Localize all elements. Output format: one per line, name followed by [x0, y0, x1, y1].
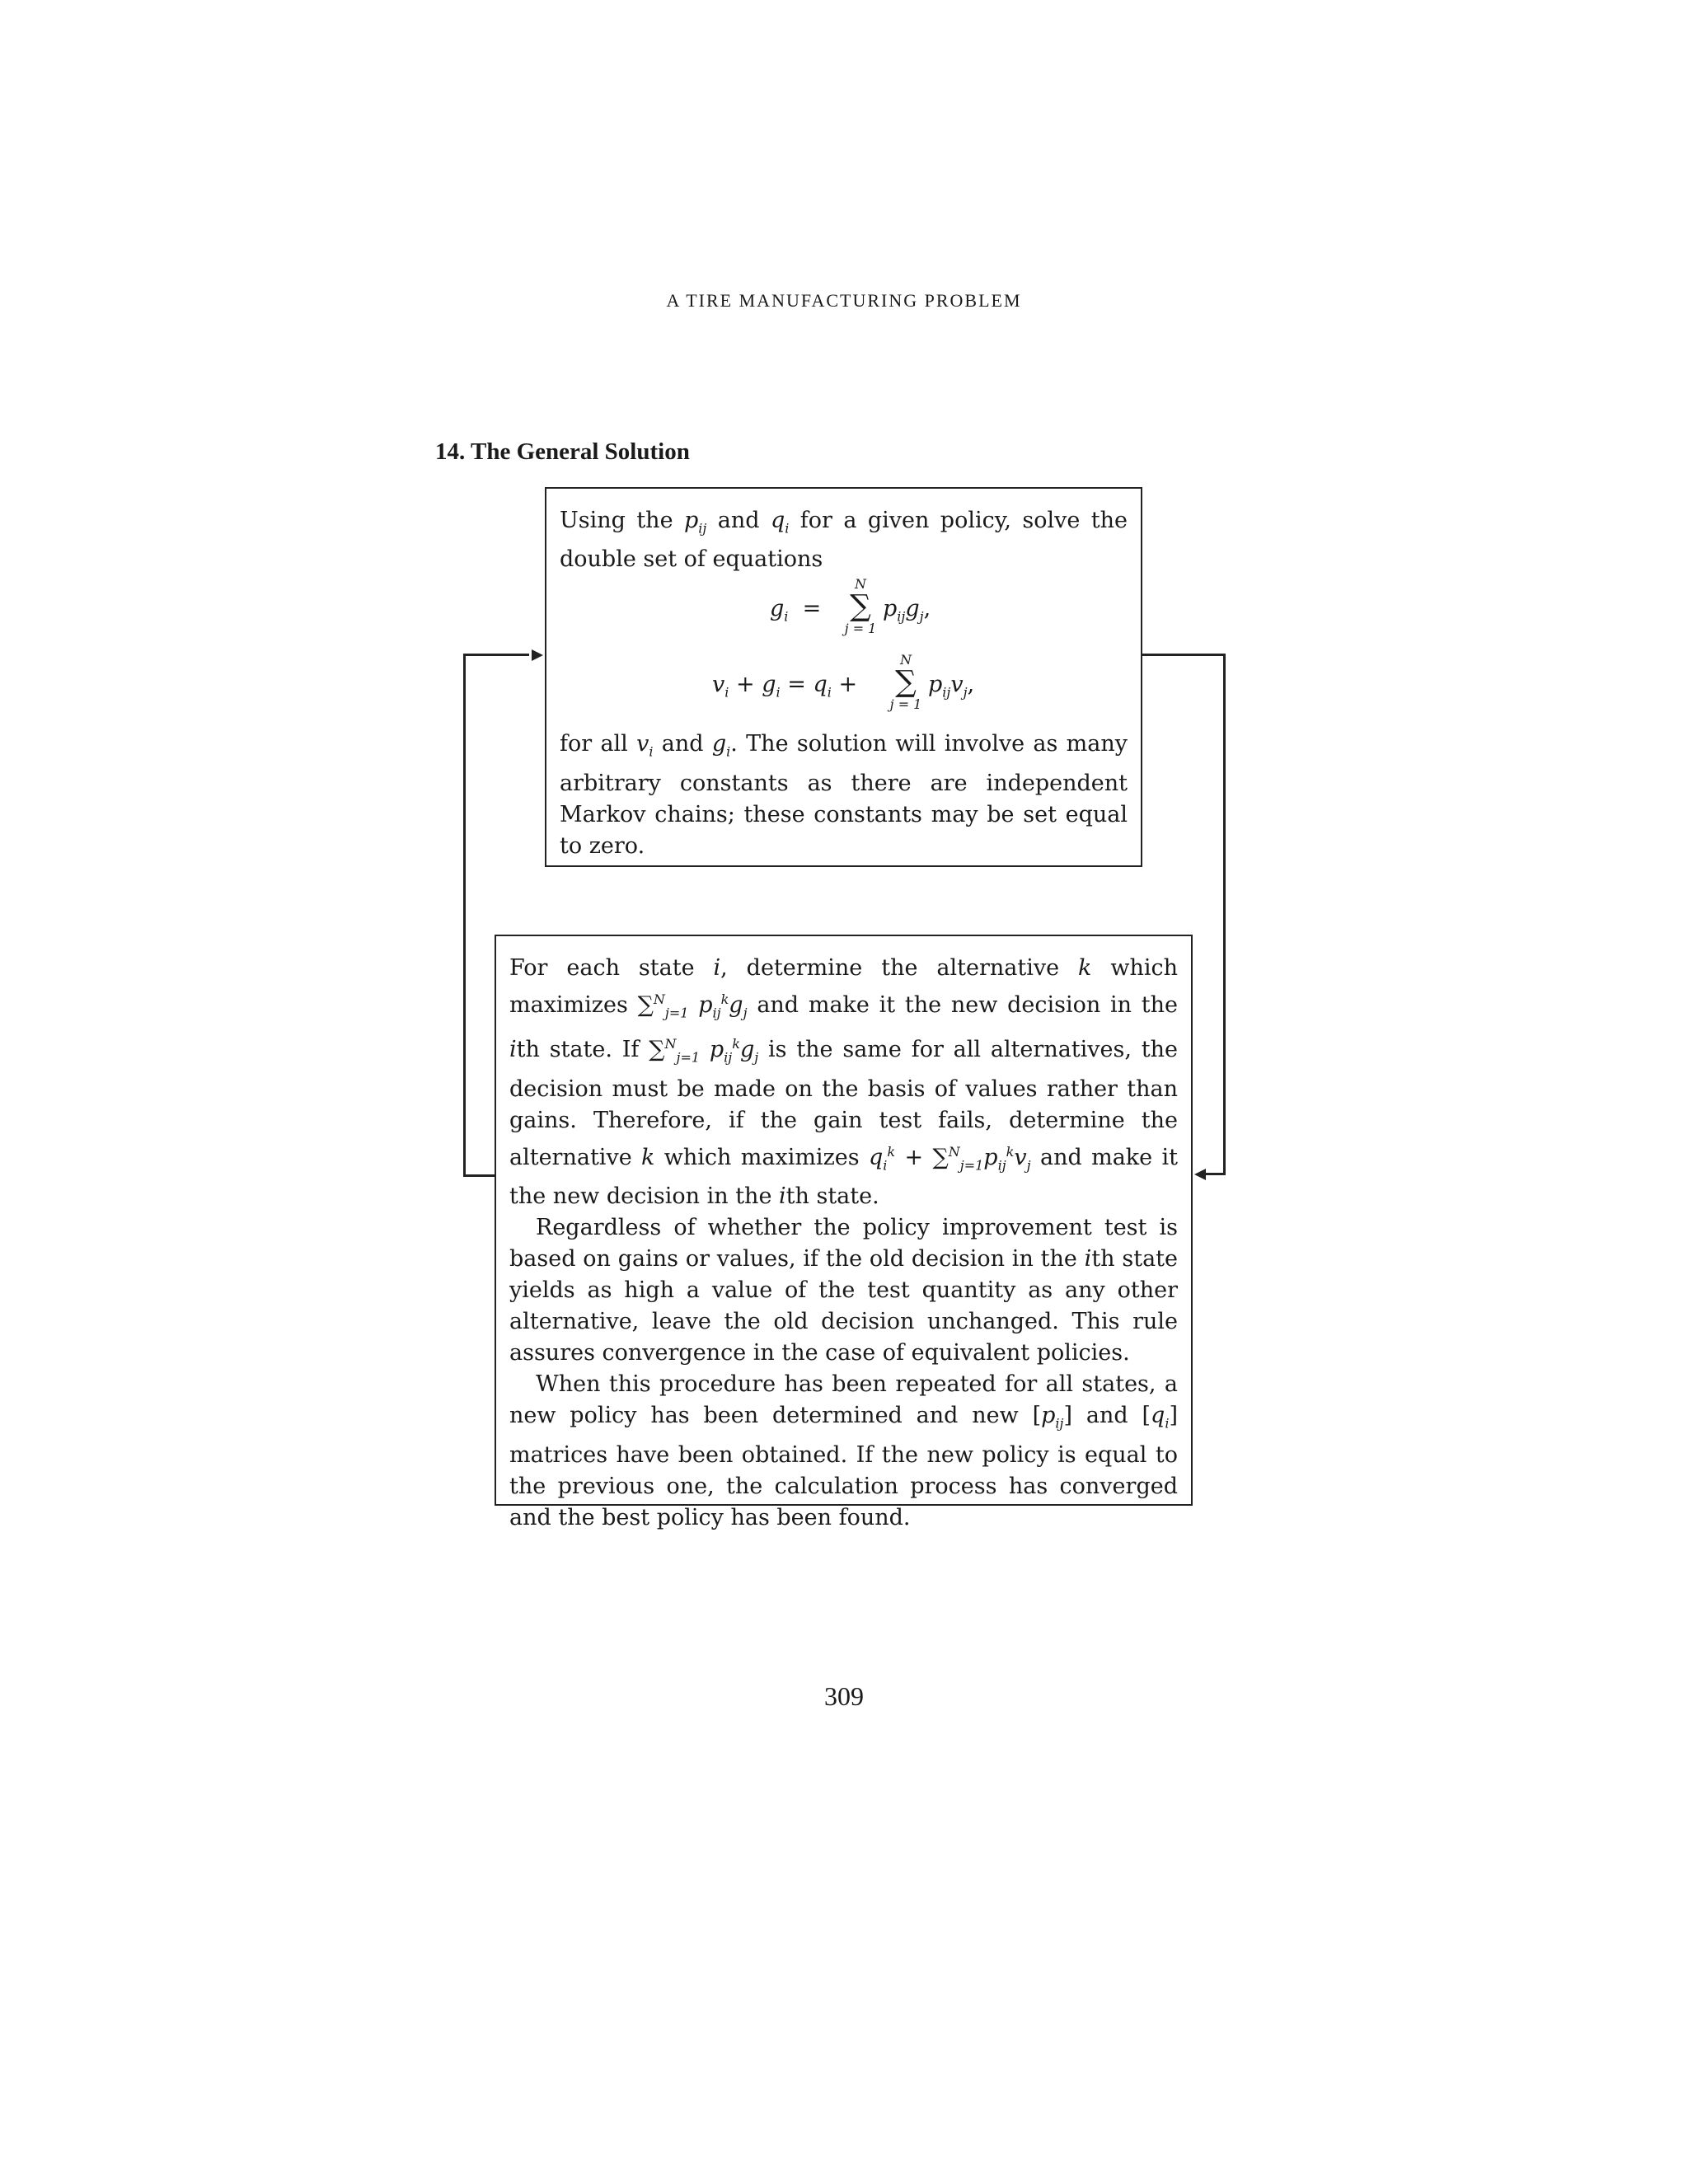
loop-line-left-bottom — [463, 1174, 495, 1177]
value-determination-box — [545, 487, 1142, 867]
box2-para-3: When this procedure has been repeated for all states, a new policy has been determined and new $[p_{ij}]$ and $[q_i]$ matrices have been obtained. If the new policy is equal to the previous one, the calculation process has converged and the best policy has been found. — [509, 1371, 1178, 1530]
loop-line-right-top — [1142, 654, 1225, 656]
loop-line-left-vertical — [463, 654, 466, 1176]
loop-line-left-top — [463, 654, 529, 656]
loop-line-right-vertical — [1223, 654, 1226, 1174]
loop-line-right-bottom — [1205, 1173, 1226, 1175]
policy-improvement-box — [495, 935, 1193, 1530]
running-head: A TIRE MANUFACTURING PROBLEM — [666, 290, 1022, 311]
equation-gain: $g_i$ = N ∑ j = 1 $p_{ij}g_j$, — [770, 576, 931, 637]
box2-para-2: Regardless of whether the policy improvement test is based on gains or values, if the old decision in the ith state yields as high a value of the test quantity as any other alternative, leave the old decision unchanged. This rule assures convergence in the case of equivalent policies. — [509, 1215, 1178, 1366]
section-title: 14. The General Solution — [435, 438, 690, 465]
equation-value: $v_i + g_i = q_i$ + N ∑ j = 1 $p_{ij}v_j$, — [712, 652, 975, 713]
page-number: 309 — [824, 1681, 864, 1711]
box1-closing: for all $v_i$ and $g_i$. The solution will involve as many arbitrary constants as there are independent Markov chains; these constants may be set equal to zero. — [560, 731, 1128, 859]
box1-intro: Using the $p_{ij}$ and $q_i$ for a given policy, solve the double set of equations — [560, 508, 1128, 573]
value-determination-text — [560, 505, 1128, 862]
arrow-into-value-box — [532, 649, 543, 661]
box2-para-1: For each state i, determine the alternative k which maximizes ∑$^N_{j=1}$ $p_{ij}^kg_j$ and make it the new decision in the ith state. If ∑$^N_{j=1}$ $p_{ij}^kg_j$ is the same for all alternatives, the decision must be made on the basis of values rather than gains. Therefore, if the gain test fails, determine the alternative k which maximizes $q_i^k + \sum^N_{j=1}p_{ij}^kv_j$ and make it the new decision in the ith state. — [509, 955, 1179, 1210]
policy-improvement-text — [509, 953, 1178, 1534]
arrow-into-policy-box — [1194, 1169, 1206, 1180]
